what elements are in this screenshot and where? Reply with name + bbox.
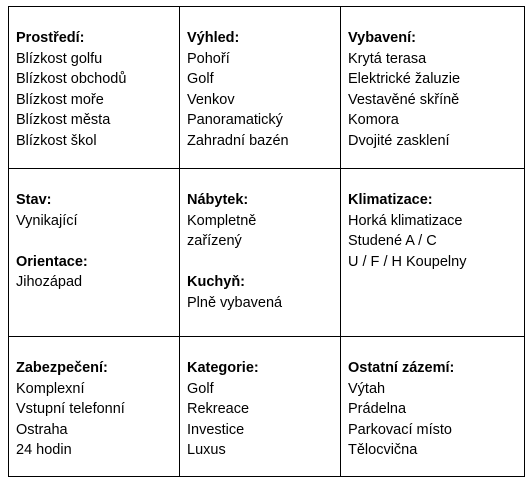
list-item: Tělocvična bbox=[348, 442, 418, 459]
list-item: Prádelna bbox=[348, 401, 407, 418]
list-item: Plně vybavená bbox=[187, 294, 283, 311]
property-features-table bbox=[8, 6, 525, 477]
table-row bbox=[9, 7, 525, 169]
list-item: Vynikající bbox=[16, 212, 78, 229]
section-heading: Výhled: bbox=[187, 30, 240, 46]
list-item: Komora bbox=[348, 112, 399, 129]
list-item: Golf bbox=[187, 380, 214, 397]
table-cell bbox=[9, 7, 180, 169]
table-cell bbox=[9, 337, 180, 477]
list-item: Luxus bbox=[187, 442, 226, 459]
list-item: Blízkost golfu bbox=[16, 50, 103, 67]
list-item: Golf bbox=[187, 71, 214, 88]
section-heading: Ostatní zázemí: bbox=[348, 360, 455, 376]
list-item: Blízkost města bbox=[16, 112, 111, 129]
list-item: Rekreace bbox=[187, 401, 250, 418]
table-row bbox=[9, 169, 525, 337]
list-item: 24 hodin bbox=[16, 442, 72, 459]
table-row bbox=[9, 337, 525, 477]
list-item: Vestavěné skříně bbox=[348, 91, 460, 108]
list-item: Venkov bbox=[187, 91, 235, 108]
section-heading: Zabezpečení: bbox=[16, 360, 108, 376]
list-item: Kompletně bbox=[187, 212, 257, 229]
section-heading: Prostředí: bbox=[16, 30, 85, 46]
list-item: Studené A / C bbox=[348, 233, 437, 250]
table-cell bbox=[341, 7, 525, 169]
section-heading: Stav: bbox=[16, 192, 52, 208]
list-item: Pohoří bbox=[187, 50, 230, 67]
section-heading: Vybavení: bbox=[348, 30, 416, 46]
table-cell bbox=[180, 337, 341, 477]
list-item: Blízkost moře bbox=[16, 91, 104, 108]
list-item: Výtah bbox=[348, 380, 386, 397]
table-cell bbox=[180, 169, 341, 337]
list-item: Parkovací místo bbox=[348, 421, 452, 438]
table-cell bbox=[9, 169, 180, 337]
list-item: Jihozápad bbox=[16, 274, 83, 291]
list-item: Krytá terasa bbox=[348, 50, 427, 67]
table-cell bbox=[341, 337, 525, 477]
list-item: Blízkost obchodů bbox=[16, 71, 127, 88]
list-item: Investice bbox=[187, 421, 245, 438]
list-item: Komplexní bbox=[16, 380, 85, 397]
list-item: Horká klimatizace bbox=[348, 212, 463, 229]
section-heading: Klimatizace: bbox=[348, 192, 433, 208]
list-item: Vstupní telefonní bbox=[16, 401, 125, 418]
list-item: Elektrické žaluzie bbox=[348, 71, 461, 88]
list-item: zařízený bbox=[187, 233, 242, 250]
list-item: Blízkost škol bbox=[16, 132, 97, 149]
spacer bbox=[16, 231, 173, 252]
section-heading: Kategorie: bbox=[187, 360, 259, 376]
list-item: Panoramatický bbox=[187, 112, 283, 129]
list-item: Zahradní bazén bbox=[187, 132, 289, 149]
spacer bbox=[187, 252, 334, 273]
list-item: U / F / H Koupelny bbox=[348, 253, 467, 270]
section-heading: Kuchyň: bbox=[187, 274, 245, 291]
section-heading: Orientace: bbox=[16, 253, 88, 270]
table-cell bbox=[341, 169, 525, 337]
list-item: Ostraha bbox=[16, 421, 68, 438]
section-heading: Nábytek: bbox=[187, 192, 249, 208]
list-item: Dvojité zasklení bbox=[348, 132, 450, 149]
table-cell bbox=[180, 7, 341, 169]
